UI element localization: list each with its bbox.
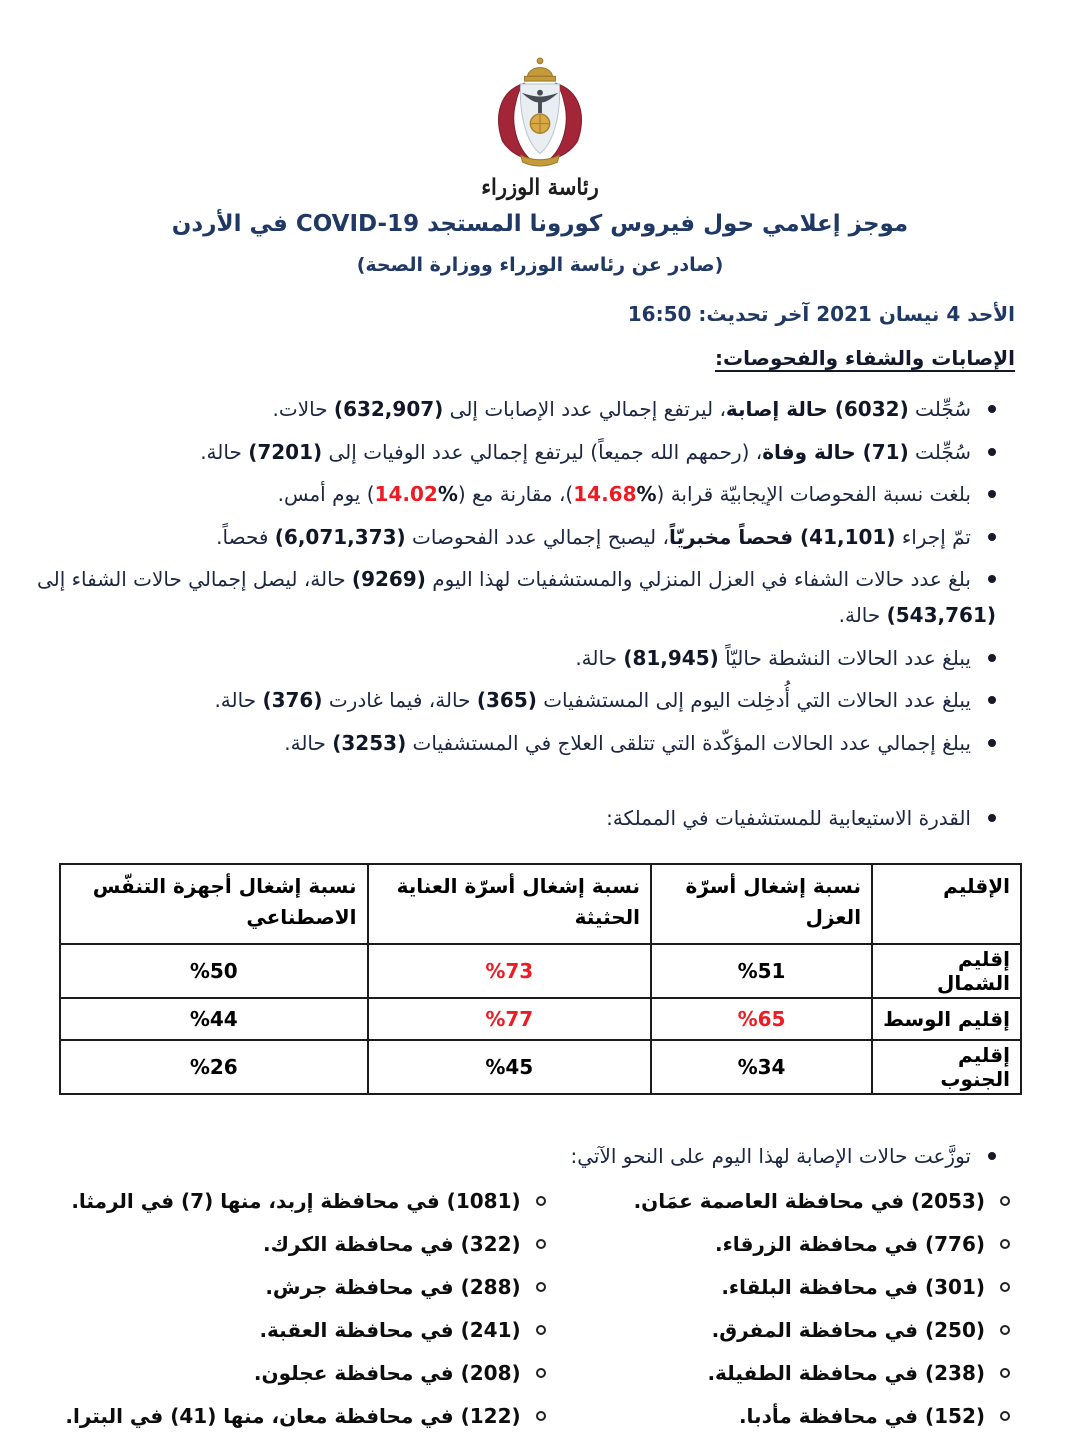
logo-caption: رئاسة الوزراء <box>481 173 599 200</box>
circle-bullet-icon <box>1000 1325 1010 1335</box>
governorate-case-item: (238) في محافظة الطفيلة. <box>546 1355 1010 1391</box>
circle-bullet-icon <box>1000 1411 1010 1421</box>
disc-bullet-icon <box>988 739 996 747</box>
circle-bullet-icon <box>1000 1239 1010 1249</box>
disc-bullet-icon <box>988 814 996 822</box>
circle-bullet-icon <box>1000 1282 1010 1292</box>
header-logo <box>0 56 1080 199</box>
stat-bullet-positivity: بلغت نسبة الفحوصات الإيجابيّة قرابة (%14.68)، مقارنة مع (%14.02) يوم أمس. <box>30 477 996 513</box>
disc-bullet-icon <box>988 448 996 456</box>
isolation-cell: %34 <box>651 1040 872 1094</box>
disc-bullet-icon <box>988 654 996 662</box>
governorate-case-item: (208) في محافظة عجلون. <box>22 1355 546 1391</box>
page-title: موجز إعلامي حول فيروس كورونا المستجد COVID-19 في الأردن <box>171 211 909 237</box>
isolation-cell: %51 <box>651 944 872 998</box>
icu-cell: %77 <box>368 998 651 1040</box>
header-cell-ventilators: نسبة إشغال أجهزة التنفّس الاصطناعي <box>60 864 368 944</box>
circle-bullet-icon <box>1000 1368 1010 1378</box>
stat-bullet-active-cases: يبلغ عدد الحالات النشطة حاليّاً (81,945) حالة. <box>30 641 996 677</box>
circle-bullet-icon <box>536 1282 546 1292</box>
governorate-case-item: (1081) في محافظة إربد، منها (7) في الرمثا. <box>22 1183 546 1219</box>
disc-bullet-icon <box>988 490 996 498</box>
governorate-case-item: (776) في محافظة الزرقاء. <box>546 1226 1010 1262</box>
governorate-case-item: (241) في محافظة العقبة. <box>22 1312 546 1348</box>
ventilator-cell: %26 <box>60 1040 368 1094</box>
circle-bullet-icon <box>536 1239 546 1249</box>
header-cell-isolation-beds: نسبة إشغال أسرّة العزل <box>651 864 872 944</box>
governorate-case-item: (122) في محافظة معان، منها (41) في البترا. <box>22 1398 546 1434</box>
hospital-capacity-table <box>59 863 1022 1095</box>
governorate-case-item: (288) في محافظة جرش. <box>22 1269 546 1305</box>
region-cell: إقليم الجنوب <box>872 1040 1021 1094</box>
stat-bullet-recoveries: بلغ عدد حالات الشفاء في العزل المنزلي والمستشفيات لهذا اليوم (9269) حالة، ليصل إجمالي حالات الشفاء إلى (543,761) حالة. <box>36 567 996 627</box>
distribution-columns <box>0 1183 1080 1441</box>
icu-cell: %45 <box>368 1040 651 1094</box>
table-row-central <box>60 998 1021 1040</box>
circle-bullet-icon <box>536 1325 546 1335</box>
table-header-row <box>60 864 1021 944</box>
disc-bullet-icon <box>988 696 996 704</box>
table-row-south <box>60 1040 1021 1094</box>
disc-bullet-icon <box>988 575 996 583</box>
disc-bullet-icon <box>988 405 996 413</box>
ventilator-cell: %44 <box>60 998 368 1040</box>
header-cell-region: الإقليم <box>872 864 1021 944</box>
disc-bullet-icon <box>988 1152 996 1160</box>
ventilator-cell: %50 <box>60 944 368 998</box>
distribution-column-right <box>546 1183 1010 1441</box>
stat-bullet-deaths: سُجِّلت (71) حالة وفاة، (رحمهم الله جميعاً) ليرتفع إجمالي عدد الوفيات إلى (7201) حالة. <box>30 435 996 471</box>
distribution-intro-bullet: توزَّعت حالات الإصابة لهذا اليوم على النحو الآتي: <box>0 1139 1080 1173</box>
section-header: الإصابات والشفاء والفحوصات: <box>715 346 1015 370</box>
isolation-cell: %65 <box>651 998 872 1040</box>
governorate-case-item: (2053) في محافظة العاصمة عمَان. <box>546 1183 1010 1219</box>
statistics-list <box>0 392 1080 837</box>
stat-bullet-tests: تمّ إجراء (41,101) فحصاً مخبريّاً، ليصبح إجمالي عدد الفحوصات (6,071,373) فحصاً. <box>30 520 996 556</box>
region-cell: إقليم الشمال <box>872 944 1021 998</box>
stat-bullet-hospitalized: يبلغ إجمالي عدد الحالات المؤكّدة التي تتلقى العلاج في المستشفيات (3253) حالة. <box>30 726 996 762</box>
distribution-column-left <box>22 1183 546 1441</box>
governorate-case-item: (152) في محافظة مأدبا. <box>546 1398 1010 1434</box>
circle-bullet-icon <box>536 1368 546 1378</box>
capacity-intro-bullet: القدرة الاستيعابية للمستشفيات في المملكة: <box>30 801 996 837</box>
page-subtitle: (صادر عن رئاسة الوزراء ووزارة الصحة) <box>356 254 724 276</box>
disc-bullet-icon <box>988 533 996 541</box>
header-cell-icu-beds: نسبة إشغال أسرّة العناية الحثيثة <box>368 864 651 944</box>
icu-cell: %73 <box>368 944 651 998</box>
jordan-coat-of-arms-icon <box>482 56 598 168</box>
region-cell: إقليم الوسط <box>872 998 1021 1040</box>
circle-bullet-icon <box>536 1411 546 1421</box>
circle-bullet-icon <box>1000 1196 1010 1206</box>
stat-bullet-cases: سُجِّلت (6032) حالة إصابة، ليرتفع إجمالي عدد الإصابات إلى (632,907) حالات. <box>30 392 996 428</box>
circle-bullet-icon <box>536 1196 546 1206</box>
governorate-case-item: (301) في محافظة البلقاء. <box>546 1269 1010 1305</box>
date-line: الأحد 4 نيسان 2021 آخر تحديث: 16:50 <box>627 302 1015 326</box>
governorate-case-item: (250) في محافظة المفرق. <box>546 1312 1010 1348</box>
governorate-case-item: (322) في محافظة الكرك. <box>22 1226 546 1262</box>
stat-bullet-hospital-admissions: يبلغ عدد الحالات التي أُدخِلت اليوم إلى المستشفيات (365) حالة، فيما غادرت (376) حالة. <box>30 683 996 719</box>
table-row-north <box>60 944 1021 998</box>
